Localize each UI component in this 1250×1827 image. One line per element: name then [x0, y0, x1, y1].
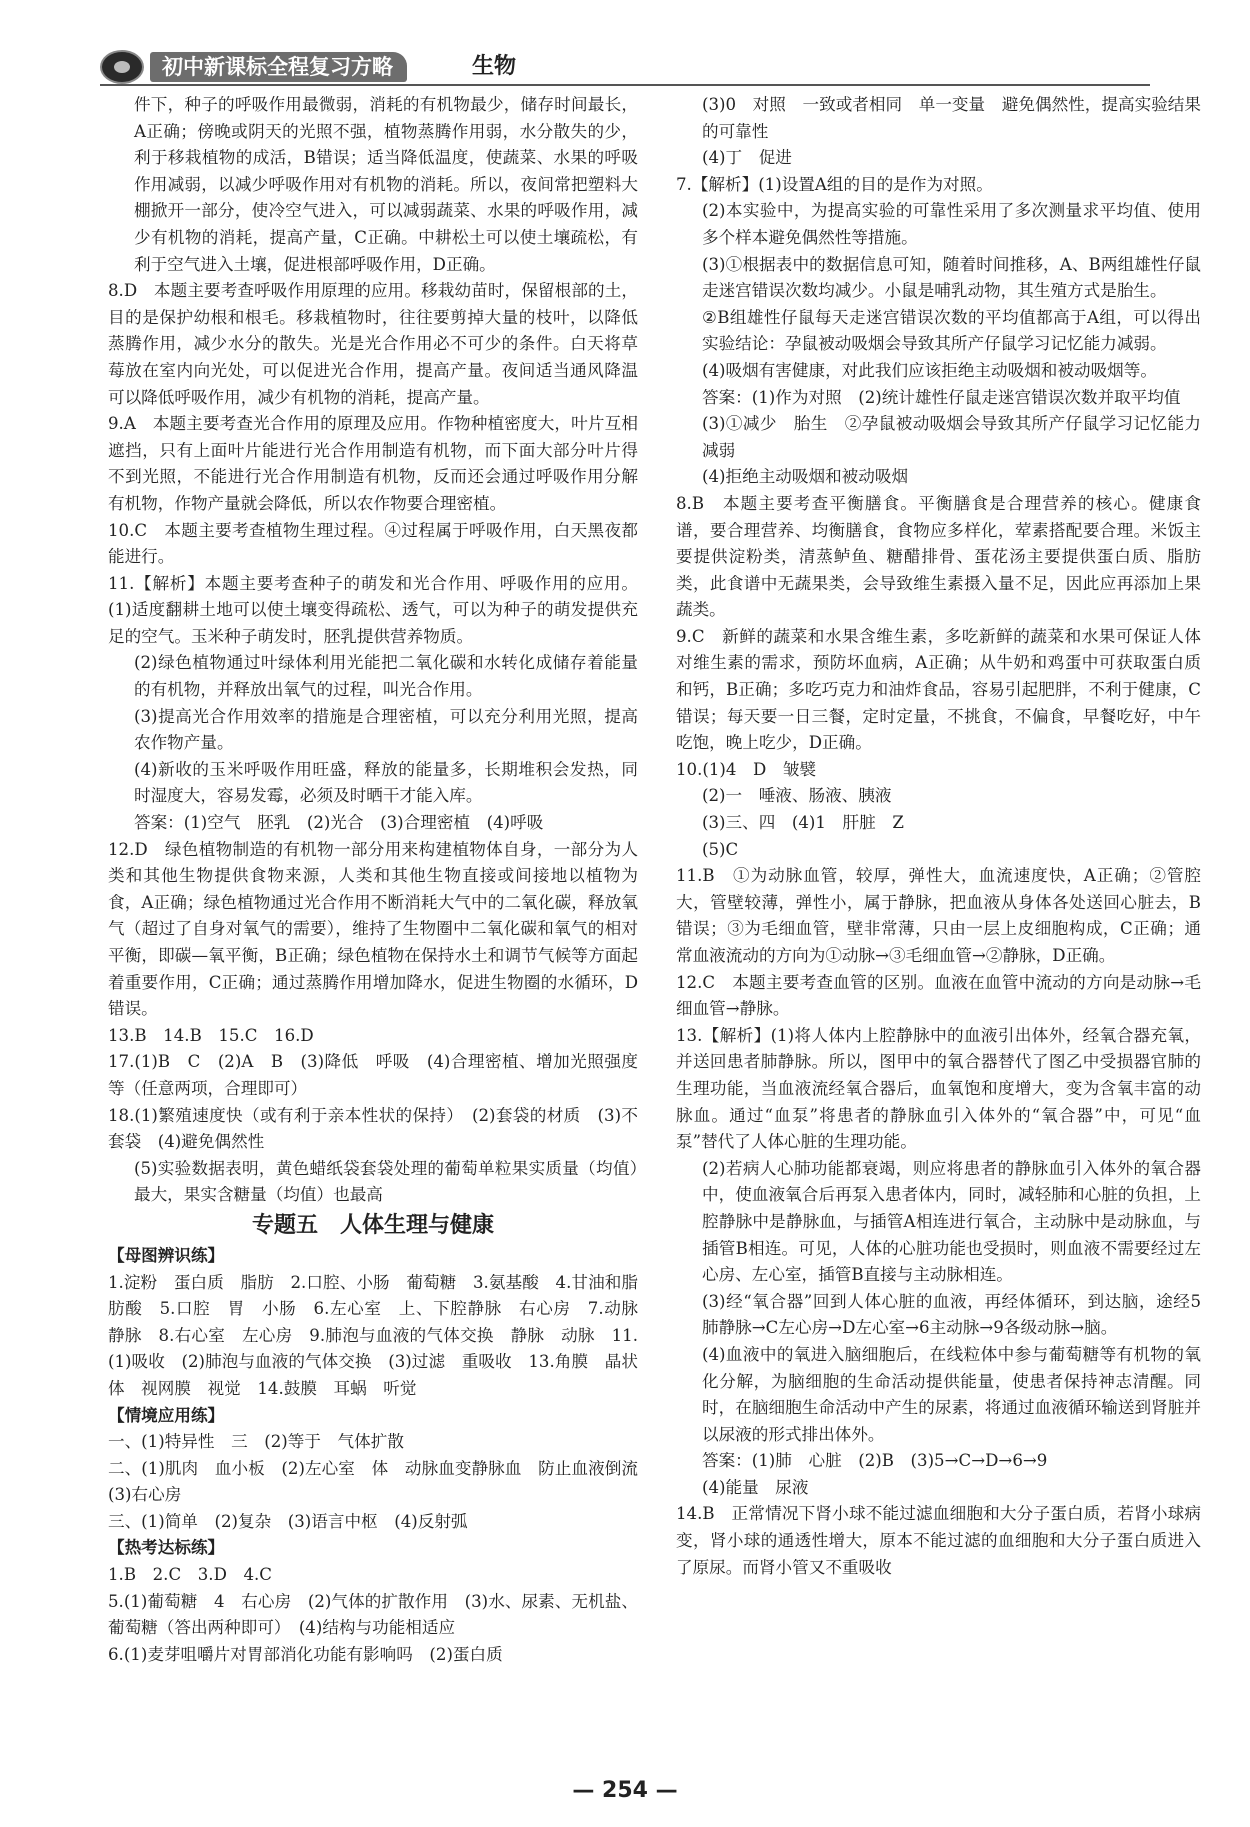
- page-number: — 254 —: [572, 1778, 678, 1803]
- answer-paragraph: (3)0 对照 一致或者相同 单一变量 避免偶然性，提高实验结果的可靠性: [702, 95, 1201, 141]
- answer-paragraph: 13.B 14.B 15.C 16.D: [108, 1025, 314, 1045]
- answer-paragraph: 12.D 绿色植物制造的有机物一部分用来构建植物体自身，一部分为人类和其他生物提供食物来源，人类和其他生物直接或间接地以植物为食，A正确；绿色植物通过光合作用不断消耗大气中的二氧化碳，释放氧气（超过了自身对氧气的需要），维持了生物圈中二氧化碳和氧气的相对平衡，即碳—氧平衡，B正确；绿色植物在保持水土和调节气候等方面起着重要作用，C正确；通过蒸腾作用增加降水，促进生物圈的水循环，D错误。: [108, 839, 638, 1019]
- answer-paragraph: (3)三、四 (4)1 肝脏 Z: [702, 813, 904, 833]
- answer-paragraph: (3)提高光合作用效率的措施是合理密植，可以充分利用光照，提高农作物产量。: [134, 706, 638, 753]
- answer-paragraph: 6.(1)麦芽咀嚼片对胃部消化功能有影响吗 (2)蛋白质: [108, 1644, 503, 1664]
- answer-paragraph: (2)绿色植物通过叶绿体利用光能把二氧化碳和水转化成储存着能量的有机物，并释放出氧气的过程，叫光合作用。: [134, 653, 638, 700]
- publisher-logo-icon: [100, 50, 144, 84]
- answer-paragraph: 12.C 本题主要考查血管的区别。血液在血管中流动的方向是动脉→毛细血管→静脉。: [676, 972, 1201, 1019]
- answer-paragraph: 答案：(1)作为对照 (2)统计雄性仔鼠走迷宫错误次数并取平均值: [702, 387, 1181, 407]
- answer-paragraph: 答案：(1)肺 心脏 (2)B (3)5→C→D→6→9: [702, 1451, 1048, 1471]
- answer-paragraph: (2)一 唾液、肠液、胰液: [702, 786, 892, 806]
- answer-paragraph: 18.(1)繁殖速度快（或有利于亲本性状的保持） (2)套袋的材质 (3)不套袋 (4)避免偶然性: [108, 1105, 638, 1152]
- answer-paragraph: 答案：(1)空气 胚乳 (2)光合 (3)合理密植 (4)呼吸: [134, 813, 544, 833]
- section-title: 专题五 人体生理与健康: [251, 1212, 494, 1238]
- page-header: [100, 50, 600, 84]
- answer-paragraph: 13.【解析】(1)将人体内上腔静脉中的血液引出体外，经氧合器充氧，并送回患者肺静脉。所以，图甲中的氧合器替代了图乙中受损器官肺的生理功能，当血液流经氧合器后，血氧饱和度增大，变为含氧丰富的动脉血。通过“血泵”将患者的静脉血引入体外的“氧合器”中，可见“血泵”替代了人体心脏的生理功能。: [676, 1025, 1201, 1152]
- answer-paragraph: (4)拒绝主动吸烟和被动吸烟: [702, 467, 909, 487]
- answer-paragraph: 8.B 本题主要考查平衡膳食。平衡膳食是合理营养的核心。健康食谱，要合理营养、均衡膳食，食物应多样化，荤素搭配要合理。米饭主要提供淀粉类，清蒸鲈鱼、糖醋排骨、蛋花汤主要提供蛋白质、脂肪类，此食谱中无蔬果类，会导致维生素摄入量不足，因此应再添加上果蔬类。: [676, 493, 1201, 620]
- answer-paragraph: 11.【解析】本题主要考查种子的萌发和光合作用、呼吸作用的应用。(1)适度翻耕土地可以使土壤变得疏松、透气，可以为种子的萌发提供充足的空气。玉米种子萌发时，胚乳提供营养物质。: [108, 573, 638, 646]
- answer-paragraph: (4)丁 促进: [702, 148, 792, 168]
- right-column: [676, 92, 1201, 1581]
- answer-paragraph: (2)若病人心肺功能都衰竭，则应将患者的静脉血引入体外的氧合器中，使血液氧合后再泵入患者体内，同时，减轻肺和心脏的负担，上腔静脉中是静脉血，与插管A相连进行氧合，主动脉中是动脉血，与插管B相连。可见，人体的心脏功能也受损时，则血液不需要经过左心房、左心室，插管B直接与主动脉相连。: [702, 1158, 1201, 1285]
- answer-paragraph: (4)能量 尿液: [702, 1477, 809, 1497]
- subsection-heading: 【热考达标练】: [108, 1538, 225, 1558]
- answer-paragraph: (4)血液中的氧进入脑细胞后，在线粒体中参与葡萄糖等有机物的氧化分解，为脑细胞的生命活动提供能量，使患者保持神志清醒。同时，在脑细胞生命活动中产生的尿素，将通过血液循环输送到肾脏并以尿液的形式排出体外。: [702, 1344, 1201, 1444]
- answer-paragraph: (3)①根据表中的数据信息可知，随着时间推移，A、B两组雄性仔鼠走迷宫错误次数均减少。小鼠是哺乳动物，其生殖方式是胎生。: [702, 254, 1201, 301]
- answer-paragraph: (2)本实验中，为提高实验的可靠性采用了多次测量求平均值、使用多个样本避免偶然性等措施。: [702, 201, 1201, 247]
- answer-paragraph: 三、(1)简单 (2)复杂 (3)语言中枢 (4)反射弧: [108, 1511, 468, 1531]
- answer-paragraph: 5.(1)葡萄糖 4 右心房 (2)气体的扩散作用 (3)水、尿素、无机盐、葡萄糖（答出两种即可） (4)结构与功能相适应: [108, 1591, 638, 1638]
- answer-paragraph: 17.(1)B C (2)A B (3)降低 呼吸 (4)合理密植、增加光照强度等（任意两项，合理即可）: [108, 1052, 638, 1098]
- subsection-heading: 【情境应用练】: [108, 1405, 225, 1425]
- answer-paragraph: (5)实验数据表明，黄色蜡纸袋套袋处理的葡萄单粒果实质量（均值）最大，果实含糖量（均值）也最高: [134, 1158, 638, 1205]
- answer-paragraph: 1.B 2.C 3.D 4.C: [108, 1565, 273, 1585]
- answer-paragraph: 9.A 本题主要考查光合作用的原理及应用。作物种植密度大，叶片互相遮挡，只有上面叶片能进行光合作用制造有机物，而下面大部分叶片得不到光照，不能进行光合作用制造有机物，反而还会通过呼吸作用分解有机物，作物产量就会降低，所以农作物要合理密植。: [108, 414, 638, 513]
- answer-paragraph: 10.C 本题主要考查植物生理过程。④过程属于呼吸作用，白天黑夜都能进行。: [108, 520, 638, 567]
- subject-label: 生物: [472, 54, 517, 79]
- left-column: [108, 92, 655, 1668]
- answer-paragraph: (4)吸烟有害健康，对此我们应该拒绝主动吸烟和被动吸烟等。: [702, 360, 1157, 380]
- answer-paragraph: 件下，种子的呼吸作用最微弱，消耗的有机物最少，储存时间最长，A正确；傍晚或阴天的光照不强，植物蒸腾作用弱，水分散失的少，利于移栽植物的成活，B错误；适当降低温度，使蔬菜、水果的呼吸作用减弱，以减少呼吸作用对有机物的消耗。所以，夜间常把塑料大棚掀开一部分，使冷空气进入，可以减弱蔬菜、水果的呼吸作用，减少有机物的消耗，提高产量，C正确。中耕松土可以使土壤疏松，有利于空气进入土壤，促进根部呼吸作用，D正确。: [134, 95, 638, 274]
- header-rule: [100, 84, 1150, 86]
- answer-paragraph: 1.淀粉 蛋白质 脂肪 2.口腔、小肠 葡萄糖 3.氨基酸 4.甘油和脂肪酸 5.口腔 胃 小肠 6.左心室 上、下腔静脉 右心房 7.动脉 静脉 8.右心室 左心房 9.肺泡与血液的气体交换 静脉 动脉 11.(1)吸收 (2)肺泡与血液的气体交换 (3)过滤 重吸收 13.角膜 晶状体 视网膜 视觉 14.鼓膜 耳蜗 听觉: [108, 1272, 655, 1398]
- answer-paragraph: (3)经“氧合器”回到人体心脏的血液，再经体循环，到达脑，途经5肺静脉→C左心房→D左心室→6主动脉→9各级动脉→脑。: [702, 1291, 1201, 1338]
- subsection-heading: 【母图辨识练】: [108, 1245, 225, 1265]
- answer-paragraph: 二、(1)肌肉 血小板 (2)左心室 体 动脉血变静脉血 防止血液倒流 (3)右心房: [108, 1458, 655, 1505]
- answer-paragraph: 11.B ①为动脉血管，较厚，弹性大，血流速度快，A正确；②管腔大，管壁较薄，弹性小，属于静脉，把血液从身体各处送回心脏去，B错误；③为毛细血管，壁非常薄，只由一层上皮细胞构成，C正确；通常血液流动的方向为①动脉→③毛细血管→②静脉，D正确。: [676, 866, 1201, 965]
- answer-paragraph: 7.【解析】(1)设置A组的目的是作为对照。: [676, 174, 993, 194]
- series-title: 初中新课标全程复习方略: [150, 52, 407, 82]
- answer-paragraph: (3)①减少 胎生 ②孕鼠被动吸烟会导致其所产仔鼠学习记忆能力减弱: [702, 414, 1201, 460]
- answer-paragraph: 9.C 新鲜的蔬菜和水果含维生素，多吃新鲜的蔬菜和水果可保证人体对维生素的需求，预防坏血病，A正确；从牛奶和鸡蛋中可获取蛋白质和钙，B正确；多吃巧克力和油炸食品，容易引起肥胖，不利于健康，C错误；每天要一日三餐，定时定量，不挑食，不偏食，早餐吃好，中午吃饱，晚上吃少，D正确。: [676, 626, 1201, 753]
- answer-paragraph: 14.B 正常情况下肾小球不能过滤血细胞和大分子蛋白质，若肾小球病变，肾小球的通透性增大，原本不能过滤的血细胞和大分子蛋白质进入了原尿。而肾小管又不重吸收: [676, 1504, 1201, 1577]
- answer-paragraph: 8.D 本题主要考查呼吸作用原理的应用。移栽幼苗时，保留根部的土，目的是保护幼根和根毛。移栽植物时，往往要剪掉大量的枝叶，以降低蒸腾作用，减少水分的散失。光是光合作用必不可少的条件。白天将草莓放在室内向光处，可以促进光合作用，提高产量。夜间适当通风降温可以降低呼吸作用，减少有机物的消耗，提高产量。: [108, 281, 638, 407]
- answer-paragraph: (4)新收的玉米呼吸作用旺盛，释放的能量多，长期堆积会发热，同时湿度大，容易发霉，必须及时晒干才能入库。: [134, 759, 638, 806]
- answer-paragraph: ②B组雄性仔鼠每天走迷宫错误次数的平均值都高于A组，可以得出实验结论：孕鼠被动吸烟会导致其所产仔鼠学习记忆能力减弱。: [702, 307, 1201, 354]
- answer-paragraph: (5)C: [702, 839, 739, 859]
- answer-paragraph: 10.(1)4 D 皱襞: [676, 759, 817, 779]
- answer-paragraph: 一、(1)特异性 三 (2)等于 气体扩散: [108, 1432, 404, 1452]
